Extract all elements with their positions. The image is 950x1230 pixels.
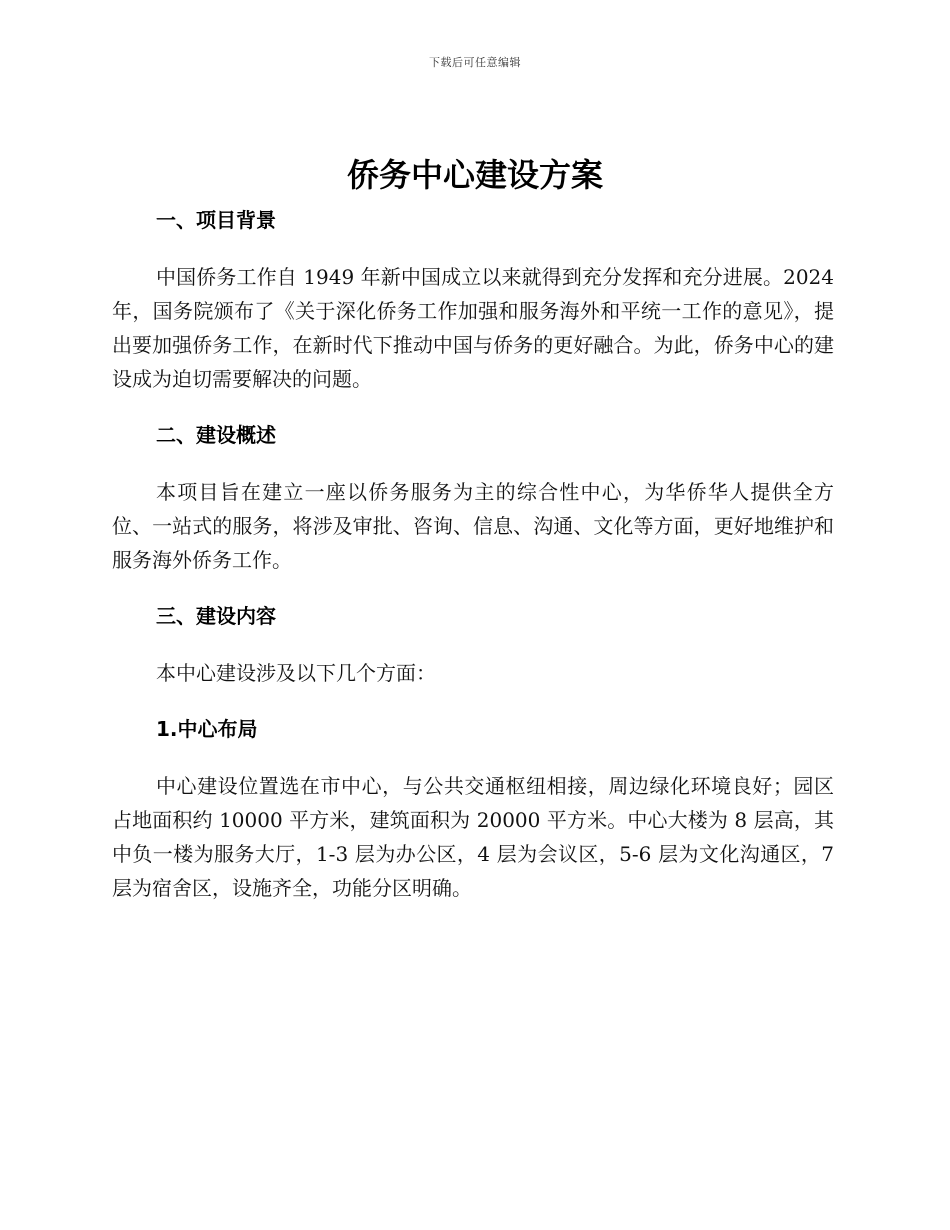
section-paragraph-background: 中国侨务工作自 1949 年新中国成立以来就得到充分发挥和充分进展。2024 年，国务院颁布了《关于深化侨务工作加强和服务海外和平统一工作的意见》，提出要加强侨务工作，在新时代下推动中国与侨务的更好融合。为此，侨务中心的建设成为迫切需要解决的问题。 — [112, 265, 834, 391]
section-heading-overview: 二、建设概述 — [156, 423, 276, 447]
document-title: 侨务中心建设方案 — [346, 156, 603, 194]
section-heading-contents: 三、建设内容 — [156, 604, 276, 628]
header-note: 下载后可任意编辑 — [429, 56, 521, 69]
subsection-heading-layout: 1.中心布局 — [156, 717, 258, 741]
subsection-paragraph-layout: 中心建设位置选在市中心，与公共交通枢纽相接，周边绿化环境良好；园区占地面积约 10000 平方米，建筑面积为 20000 平方米。中心大楼为 8 层高，其中负一楼为服务大厅，1-3 层为办公区，4 层为会议区，5-6 层为文化沟通区，7 层为宿舍区，设施齐全，功能分区明确。 — [112, 774, 834, 900]
document-body — [112, 205, 834, 905]
section-paragraph-contents: 本中心建设涉及以下几个方面： — [156, 661, 436, 685]
section-heading-background: 一、项目背景 — [156, 208, 276, 232]
section-paragraph-overview: 本项目旨在建立一座以侨务服务为主的综合性中心，为华侨华人提供全方位、一站式的服务，将涉及审批、咨询、信息、沟通、文化等方面，更好地维护和服务海外侨务工作。 — [112, 480, 834, 572]
